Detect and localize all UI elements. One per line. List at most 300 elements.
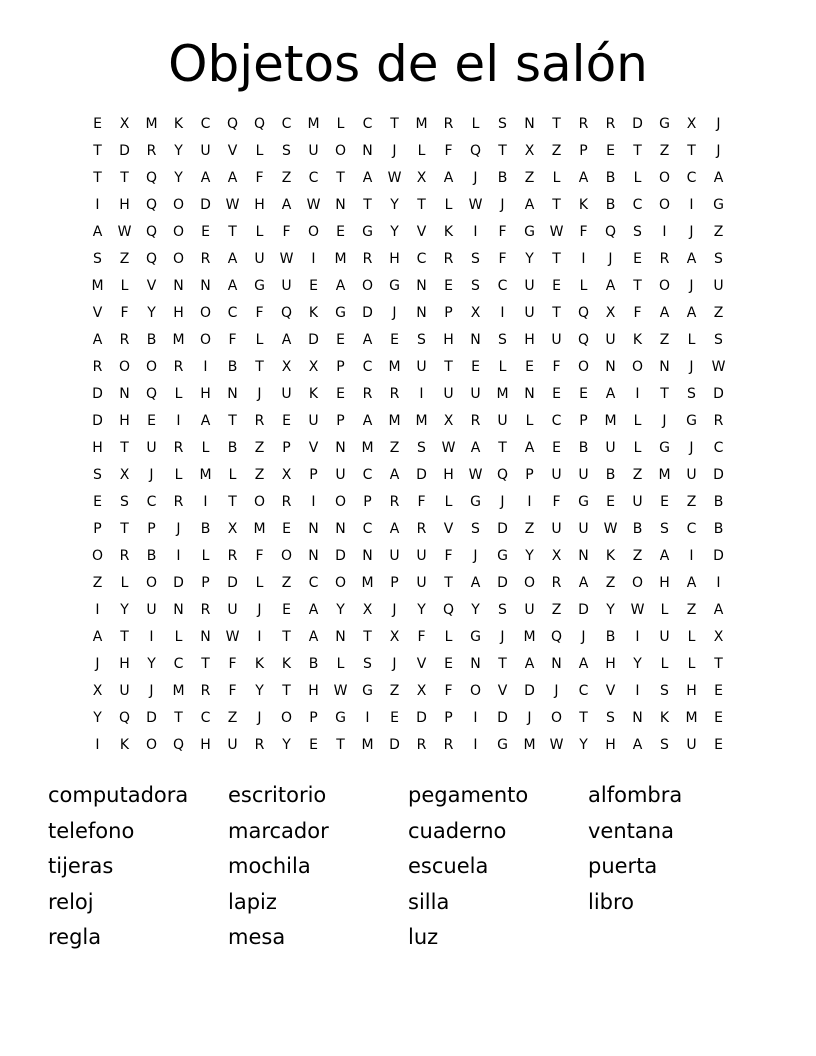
grid-letter: P (390, 575, 399, 591)
grid-letter: M (496, 386, 509, 402)
grid-letter: C (146, 494, 157, 510)
grid-letter: U (578, 521, 589, 537)
grid-letter: T (498, 440, 507, 456)
grid-letter: J (689, 278, 694, 294)
grid-letter: C (632, 197, 643, 213)
grid-letter: E (282, 521, 291, 537)
grid-letter: M (91, 278, 104, 294)
grid-letter: K (578, 197, 589, 213)
grid-letter: U (605, 332, 616, 348)
grid-letter: B (578, 440, 589, 456)
grid-letter: V (605, 683, 616, 699)
grid-letter: O (145, 575, 158, 591)
grid-letter: D (119, 143, 130, 159)
grid-letter: U (659, 629, 670, 645)
grid-letter: I (176, 413, 181, 429)
grid-letter: I (257, 629, 262, 645)
grid-letter: E (147, 413, 156, 429)
grid-letter: X (92, 683, 103, 699)
grid-letter: C (416, 251, 427, 267)
grid-letter: L (633, 440, 642, 456)
grid-letter: T (282, 629, 291, 645)
grid-letter: R (443, 251, 454, 267)
grid-letter: I (365, 710, 370, 726)
grid-letter: C (578, 683, 589, 699)
grid-letter: U (335, 467, 346, 483)
grid-letter: D (335, 548, 346, 564)
grid-letter: O (334, 575, 347, 591)
grid-letter: Z (632, 467, 643, 483)
grid-letter: C (551, 413, 562, 429)
grid-row (84, 705, 732, 732)
grid-letter: U (524, 305, 535, 321)
grid-letter: T (201, 656, 210, 672)
grid-letter: T (498, 143, 507, 159)
grid-letter: O (199, 332, 212, 348)
grid-letter: U (686, 737, 697, 753)
grid-letter: D (173, 575, 184, 591)
grid-letter: Z (524, 521, 535, 537)
grid-letter: R (551, 575, 562, 591)
grid-letter: Y (633, 656, 642, 672)
grid-letter: N (470, 332, 481, 348)
grid-letter: E (390, 710, 399, 726)
page-title: Objetos de el salón (168, 35, 648, 93)
grid-letter: M (388, 413, 401, 429)
word-list-item: pegamento (408, 783, 529, 807)
grid-letter: Q (550, 629, 563, 645)
grid-letter: H (119, 413, 130, 429)
grid-letter: G (497, 737, 508, 753)
grid-letter: D (146, 710, 157, 726)
grid-letter: A (605, 386, 616, 402)
grid-letter: P (201, 575, 210, 591)
grid-letter: Z (605, 575, 616, 591)
grid-letter: W (711, 359, 726, 375)
grid-letter: E (633, 251, 642, 267)
grid-letter: U (281, 278, 292, 294)
grid-letter: B (713, 521, 724, 537)
grid-letter: W (630, 602, 645, 618)
grid-letter: I (95, 197, 100, 213)
grid-letter: D (308, 332, 319, 348)
grid-letter: Y (525, 251, 534, 267)
grid-letter: Z (92, 575, 103, 591)
grid-letter: E (444, 278, 453, 294)
grid-letter: R (119, 332, 130, 348)
grid-letter: E (579, 386, 588, 402)
grid-letter: A (227, 251, 238, 267)
grid-letter: R (443, 116, 454, 132)
grid-letter: Q (442, 602, 455, 618)
grid-letter: A (686, 251, 697, 267)
grid-letter: A (308, 629, 319, 645)
grid-letter: C (227, 305, 238, 321)
grid-letter: J (689, 440, 694, 456)
grid-letter: J (392, 305, 397, 321)
grid-letter: Z (119, 251, 130, 267)
grid-row (84, 570, 732, 597)
grid-letter: Z (659, 143, 670, 159)
grid-letter: Z (713, 305, 724, 321)
grid-letter: I (95, 602, 100, 618)
grid-letter: U (389, 548, 400, 564)
grid-letter: P (282, 440, 291, 456)
grid-letter: H (605, 737, 616, 753)
grid-letter: O (523, 575, 536, 591)
grid-letter: A (92, 224, 103, 240)
grid-letter: T (552, 251, 561, 267)
grid-letter: E (309, 737, 318, 753)
grid-letter: T (363, 197, 372, 213)
grid-letter: L (579, 278, 588, 294)
grid-letter: X (713, 629, 724, 645)
grid-letter: E (336, 224, 345, 240)
grid-letter: A (200, 170, 211, 186)
grid-letter: Y (147, 305, 156, 321)
grid-letter: I (473, 224, 478, 240)
grid-letter: M (172, 683, 185, 699)
grid-letter: D (92, 413, 103, 429)
grid-letter: E (714, 683, 723, 699)
grid-letter: K (632, 332, 643, 348)
grid-letter: U (146, 440, 157, 456)
grid-letter: D (416, 710, 427, 726)
grid-letter: E (282, 413, 291, 429)
grid-letter: O (334, 494, 347, 510)
grid-letter: R (713, 413, 724, 429)
grid-letter: P (444, 710, 453, 726)
grid-letter: E (714, 710, 723, 726)
grid-letter: M (145, 116, 158, 132)
grid-letter: R (146, 143, 157, 159)
grid-letter: Q (280, 305, 293, 321)
grid-letter: L (336, 656, 345, 672)
grid-letter: V (416, 656, 427, 672)
grid-letter: N (335, 521, 346, 537)
grid-letter: A (578, 656, 589, 672)
grid-letter: F (579, 224, 588, 240)
grid-letter: T (120, 440, 129, 456)
grid-letter: N (605, 359, 616, 375)
grid-letter: G (713, 197, 724, 213)
grid-letter: Z (254, 440, 265, 456)
grid-letter: D (713, 386, 724, 402)
grid-letter: L (174, 386, 183, 402)
grid-letter: C (686, 170, 697, 186)
grid-letter: G (362, 224, 373, 240)
grid-letter: S (471, 278, 480, 294)
grid-letter: A (281, 332, 292, 348)
grid-row (84, 300, 732, 327)
grid-letter: Q (118, 710, 131, 726)
grid-letter: Y (147, 656, 156, 672)
grid-letter: W (333, 683, 348, 699)
grid-letter: M (361, 575, 374, 591)
grid-letter: I (311, 494, 316, 510)
grid-letter: L (687, 629, 696, 645)
grid-letter: S (714, 251, 723, 267)
grid-letter: W (387, 170, 402, 186)
grid-letter: M (523, 737, 536, 753)
grid-letter: O (253, 494, 266, 510)
grid-letter: L (660, 602, 669, 618)
grid-letter: U (254, 251, 265, 267)
grid-letter: M (199, 467, 212, 483)
grid-letter: X (686, 116, 697, 132)
grid-letter: R (416, 737, 427, 753)
grid-letter: S (660, 737, 669, 753)
grid-letter: L (417, 143, 426, 159)
grid-letter: S (417, 332, 426, 348)
grid-letter: S (120, 494, 129, 510)
grid-letter: H (92, 440, 103, 456)
grid-letter: Q (496, 467, 509, 483)
grid-letter: P (309, 467, 318, 483)
grid-letter: T (228, 224, 237, 240)
grid-letter: B (200, 521, 211, 537)
grid-letter: M (523, 629, 536, 645)
grid-letter: D (200, 197, 211, 213)
grid-letter: R (362, 386, 373, 402)
grid-letter: A (605, 278, 616, 294)
grid-letter: I (419, 386, 424, 402)
grid-letter: S (660, 683, 669, 699)
grid-letter: J (662, 413, 667, 429)
grid-letter: G (659, 440, 670, 456)
grid-letter: E (309, 278, 318, 294)
grid-letter: Y (93, 710, 102, 726)
grid-letter: N (659, 359, 670, 375)
grid-letter: D (497, 575, 508, 591)
grid-letter: X (119, 116, 130, 132)
grid-letter: R (578, 116, 589, 132)
grid-row (84, 732, 732, 759)
grid-letter: A (713, 602, 724, 618)
grid-letter: U (632, 494, 643, 510)
grid-letter: T (228, 413, 237, 429)
grid-letter: T (714, 656, 723, 672)
grid-letter: F (633, 305, 642, 321)
grid-letter: S (471, 251, 480, 267)
grid-row (84, 597, 732, 624)
grid-letter: J (392, 143, 397, 159)
grid-letter: T (363, 629, 372, 645)
grid-letter: G (389, 278, 400, 294)
grid-letter: Q (145, 170, 158, 186)
grid-letter: B (605, 629, 616, 645)
grid-letter: I (176, 548, 181, 564)
grid-letter: A (686, 305, 697, 321)
grid-letter: N (416, 305, 427, 321)
grid-letter: Q (145, 386, 158, 402)
grid-letter: I (311, 251, 316, 267)
grid-letter: O (577, 359, 590, 375)
grid-letter: N (335, 440, 346, 456)
grid-letter: U (713, 278, 724, 294)
grid-letter: U (551, 332, 562, 348)
grid-letter: J (392, 656, 397, 672)
grid-letter: M (307, 116, 320, 132)
grid-letter: U (119, 683, 130, 699)
grid-letter: O (118, 359, 131, 375)
grid-letter: U (281, 386, 292, 402)
grid-letter: T (120, 170, 129, 186)
grid-letter: C (308, 575, 319, 591)
grid-letter: H (200, 737, 211, 753)
word-list (48, 778, 768, 956)
grid-letter: I (473, 737, 478, 753)
grid-letter: X (389, 629, 400, 645)
grid-letter: E (93, 116, 102, 132)
grid-row (84, 516, 732, 543)
grid-letter: F (552, 494, 561, 510)
grid-letter: C (362, 521, 373, 537)
grid-letter: U (443, 386, 454, 402)
grid-letter: E (444, 656, 453, 672)
grid-letter: L (633, 170, 642, 186)
grid-letter: P (336, 359, 345, 375)
grid-letter: I (635, 386, 640, 402)
word-list-item: tijeras (48, 854, 114, 878)
grid-letter: F (282, 224, 291, 240)
grid-row (84, 489, 732, 516)
grid-letter: I (689, 197, 694, 213)
grid-letter: V (443, 521, 454, 537)
grid-letter: F (228, 656, 237, 672)
grid-letter: U (470, 386, 481, 402)
grid-letter: N (362, 143, 373, 159)
grid-letter: U (524, 602, 535, 618)
grid-letter: N (173, 602, 184, 618)
grid-letter: B (497, 170, 508, 186)
grid-letter: Y (174, 143, 183, 159)
grid-letter: F (444, 683, 453, 699)
grid-letter: N (173, 278, 184, 294)
grid-letter: R (254, 413, 265, 429)
grid-letter: J (554, 683, 559, 699)
grid-letter: I (95, 737, 100, 753)
grid-letter: A (92, 332, 103, 348)
grid-letter: R (227, 548, 238, 564)
grid-letter: E (525, 359, 534, 375)
grid-letter: J (473, 548, 478, 564)
grid-letter: P (147, 521, 156, 537)
grid-letter: R (119, 548, 130, 564)
grid-letter: W (117, 224, 132, 240)
grid-letter: O (307, 224, 320, 240)
grid-letter: M (388, 359, 401, 375)
grid-letter: L (444, 629, 453, 645)
grid-letter: O (172, 251, 185, 267)
grid-letter: T (444, 359, 453, 375)
grid-row (84, 273, 732, 300)
grid-letter: P (525, 467, 534, 483)
grid-letter: I (689, 548, 694, 564)
grid-letter: E (606, 143, 615, 159)
grid-letter: Q (469, 143, 482, 159)
grid-letter: C (200, 116, 211, 132)
grid-letter: N (335, 629, 346, 645)
grid-letter: J (716, 116, 721, 132)
grid-letter: A (389, 521, 400, 537)
grid-letter: T (390, 116, 399, 132)
grid-letter: K (443, 224, 454, 240)
grid-letter: A (443, 170, 454, 186)
grid-row (84, 651, 732, 678)
grid-letter: P (579, 143, 588, 159)
grid-letter: Z (713, 224, 724, 240)
grid-letter: P (444, 305, 453, 321)
grid-letter: U (551, 521, 562, 537)
grid-letter: U (686, 467, 697, 483)
grid-letter: C (308, 170, 319, 186)
grid-letter: K (659, 710, 670, 726)
grid-letter: W (225, 197, 240, 213)
grid-letter: J (149, 467, 154, 483)
grid-letter: B (632, 521, 643, 537)
grid-letter: X (281, 467, 292, 483)
grid-letter: E (660, 494, 669, 510)
grid-letter: X (227, 521, 238, 537)
grid-letter: D (227, 575, 238, 591)
grid-letter: F (417, 629, 426, 645)
grid-letter: F (255, 170, 264, 186)
word-list-item: alfombra (588, 783, 683, 807)
grid-letter: N (524, 116, 535, 132)
grid-letter: I (500, 305, 505, 321)
grid-letter: H (443, 467, 454, 483)
grid-letter: S (282, 143, 291, 159)
grid-letter: Z (551, 602, 562, 618)
grid-letter: G (470, 494, 481, 510)
grid-letter: S (93, 467, 102, 483)
grid-letter: O (658, 170, 671, 186)
grid-letter: U (308, 413, 319, 429)
grid-letter: W (306, 197, 321, 213)
grid-letter: R (362, 251, 373, 267)
grid-row (84, 111, 732, 138)
grid-letter: K (281, 656, 292, 672)
grid-letter: Y (255, 683, 264, 699)
grid-row (84, 408, 732, 435)
grid-letter: Q (577, 332, 590, 348)
grid-letter: O (280, 710, 293, 726)
grid-letter: D (632, 116, 643, 132)
grid-letter: N (308, 521, 319, 537)
grid-letter: X (524, 143, 535, 159)
grid-letter: S (660, 521, 669, 537)
grid-letter: I (716, 575, 721, 591)
grid-row (84, 192, 732, 219)
grid-letter: Y (174, 170, 183, 186)
grid-letter: Y (390, 197, 399, 213)
grid-letter: H (119, 656, 130, 672)
grid-letter: L (255, 575, 264, 591)
grid-letter: V (308, 440, 319, 456)
grid-letter: F (552, 359, 561, 375)
grid-letter: D (92, 386, 103, 402)
grid-letter: H (200, 386, 211, 402)
grid-letter: N (200, 629, 211, 645)
grid-letter: Z (524, 170, 535, 186)
grid-letter: Q (226, 116, 239, 132)
grid-letter: S (93, 251, 102, 267)
grid-letter: C (497, 278, 508, 294)
grid-letter: F (498, 224, 507, 240)
grid-letter: J (689, 359, 694, 375)
grid-letter: A (713, 170, 724, 186)
